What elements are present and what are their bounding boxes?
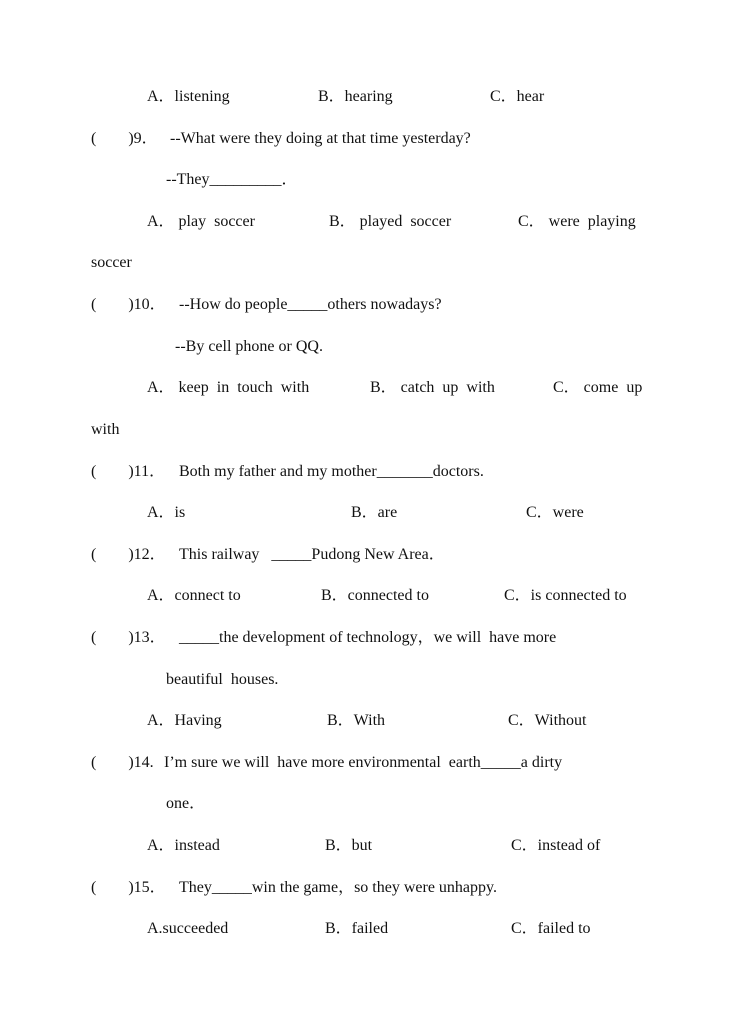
q11-option-b: B．are xyxy=(351,504,398,521)
q13-bracket: ( )13． xyxy=(91,629,166,646)
q13-question: _____the development of technology，we will have more xyxy=(179,629,557,646)
q12-option-a: A．connect to xyxy=(147,587,241,604)
q15-option-a: A.succeeded xyxy=(147,920,229,937)
q8-option-b: B．hearing xyxy=(318,88,393,105)
q14-question: I’m sure we will have more environmental earth_____a dirty xyxy=(164,754,563,771)
q13-question-cont: beautiful houses. xyxy=(166,671,279,688)
q12-option-b: B．connected to xyxy=(321,587,429,604)
q9-bracket: ( )9． xyxy=(91,130,158,147)
q15-question: They_____win the game，so they were unhappy. xyxy=(179,879,497,896)
q9-option-b: B． played soccer xyxy=(329,213,452,230)
q10-answer-line: --By cell phone or QQ. xyxy=(175,338,323,355)
q13-option-b: B．With xyxy=(327,712,386,729)
q9-answer-line: --They_________． xyxy=(166,171,298,188)
q10-question: --How do people_____others nowadays? xyxy=(179,296,442,313)
q13-option-a: A．Having xyxy=(147,712,222,729)
q14-bracket: ( )14. xyxy=(91,754,154,771)
q8-option-c: C．hear xyxy=(490,88,545,105)
q9-option-c: C． were playing xyxy=(518,213,636,230)
q14-option-b: B．but xyxy=(325,837,373,854)
q14-option-c: C．instead of xyxy=(511,837,601,854)
q12-question: This railway _____Pudong New Area． xyxy=(179,546,445,563)
q11-option-a: A．is xyxy=(147,504,186,521)
q11-bracket: ( )11． xyxy=(91,463,166,480)
q12-bracket: ( )12． xyxy=(91,546,166,563)
q15-bracket: ( )15． xyxy=(91,879,166,896)
q14-option-a: A．instead xyxy=(147,837,220,854)
q12-option-c: C．is connected to xyxy=(504,587,627,604)
q9-question: --What were they doing at that time yesterday? xyxy=(170,130,471,147)
q15-option-b: B．failed xyxy=(325,920,389,937)
q10-bracket: ( )10． xyxy=(91,296,166,313)
q9-option-a: A． play soccer xyxy=(147,213,255,230)
q10-option-b: B． catch up with xyxy=(370,379,495,396)
q9-option-c-wrap: soccer xyxy=(91,254,132,271)
q10-option-c: C． come up xyxy=(553,379,643,396)
q14-question-cont: one． xyxy=(166,795,206,812)
q13-option-c: C．Without xyxy=(508,712,587,729)
q15-option-c: C．failed to xyxy=(511,920,591,937)
q11-option-c: C．were xyxy=(526,504,584,521)
q11-question: Both my father and my mother_______doctors. xyxy=(179,463,484,480)
q10-option-c-wrap: with xyxy=(91,421,120,438)
q10-option-a: A． keep in touch with xyxy=(147,379,310,396)
q8-option-a: A．listening xyxy=(147,88,230,105)
